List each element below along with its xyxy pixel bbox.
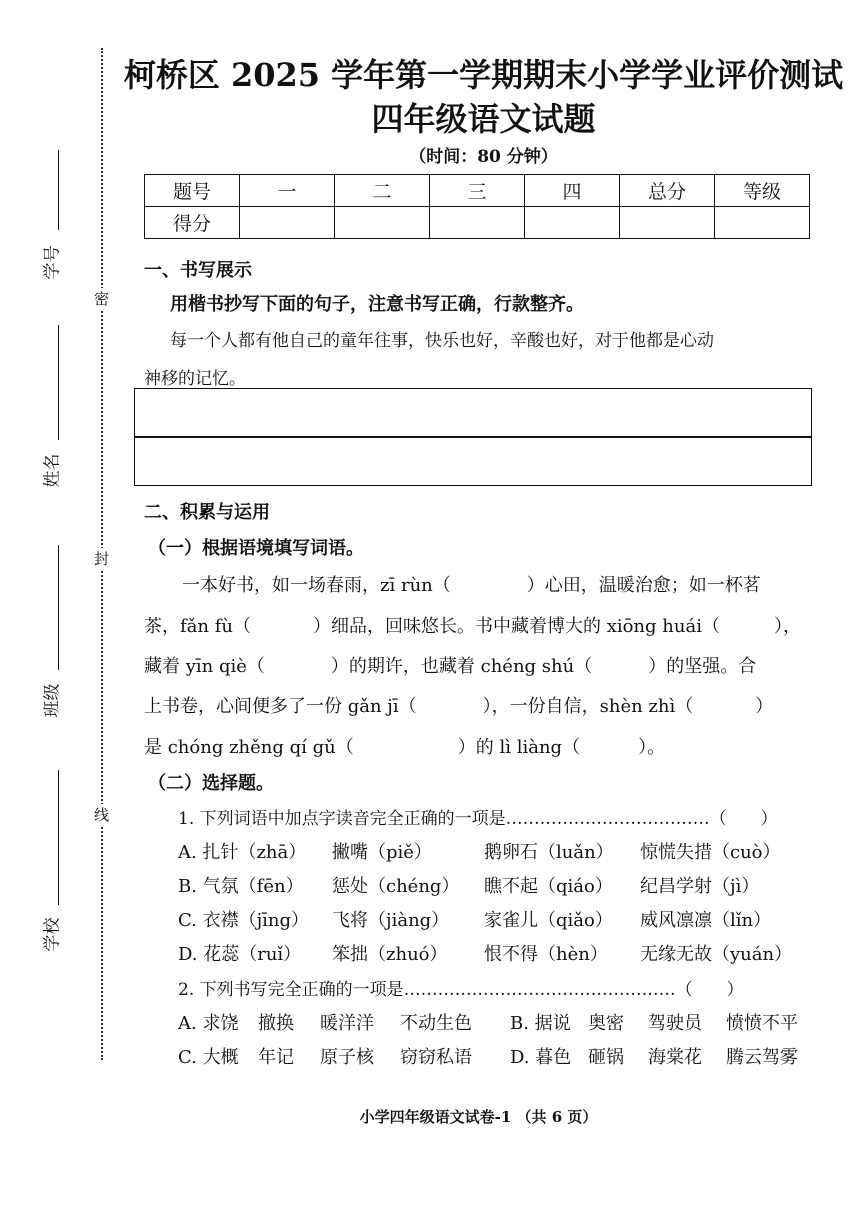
- exam-title: 柯桥区 2025 学年第一学期期末小学学业评价测试: [123, 56, 844, 94]
- fill-blank-line-2: [144, 612, 801, 638]
- q2-option-a[interactable]: A. 求饶: [178, 1013, 239, 1034]
- q2-option-b[interactable]: B. 据说: [510, 1013, 571, 1034]
- fill-text: 是 chóng zhěng qí gǔ（: [144, 737, 354, 758]
- fold-mark-line: 线: [94, 806, 110, 824]
- fill-blank-line-4: [144, 692, 773, 718]
- q1-option-c-word: 家雀儿（qiǎo）: [484, 910, 613, 931]
- question1-stem: 1. 下列词语中加点字读音完全正确的一项是………………………………（ ）: [178, 809, 778, 829]
- score-cell[interactable]: [620, 207, 715, 239]
- score-cell[interactable]: [430, 207, 525, 239]
- name-label: 姓名: [42, 453, 63, 488]
- q2-option-word: 不动生色: [400, 1013, 472, 1034]
- q2-option-word: 原子核: [320, 1047, 374, 1068]
- score-table: [144, 174, 810, 239]
- q1-option-d-word: 笨拙（zhuó）: [332, 944, 448, 965]
- q1-option-a-word: 鹅卵石（luǎn）: [484, 842, 614, 863]
- score-header-cell: 总分: [620, 175, 715, 207]
- score-cell[interactable]: [240, 207, 335, 239]
- school-underline: [58, 770, 59, 905]
- score-header-cell: 三: [430, 175, 525, 207]
- name-underline: [58, 325, 59, 440]
- q2-option-word: 暖洋洋: [320, 1013, 374, 1034]
- fold-mark-seal: 密: [94, 290, 110, 308]
- q2-option-c[interactable]: C. 大概: [178, 1047, 239, 1068]
- q1-option-a-word: 惊慌失措（cuò）: [640, 842, 781, 863]
- score-cell[interactable]: [335, 207, 430, 239]
- q2-option-word: 撤换: [258, 1013, 294, 1034]
- q2-option-d[interactable]: D. 暮色: [510, 1047, 572, 1068]
- fill-text: ），: [773, 616, 801, 637]
- score-header-cell: 题号: [145, 175, 240, 207]
- page-footer: 小学四年级语文试卷-1 （共 6 页）: [359, 1108, 598, 1126]
- fill-text: ）心田，温暖治愈；如一杯茗: [526, 575, 761, 596]
- score-header-cell: 一: [240, 175, 335, 207]
- fill-text: 茶，fǎn fù（: [144, 616, 251, 637]
- q1-option-c-word: 飞将（jiàng）: [332, 910, 450, 931]
- fill-text: 一本好书，如一场春雨，zī rùn（: [182, 575, 451, 596]
- fold-mark-close: 封: [94, 550, 110, 568]
- fill-text: 藏着 yīn qiè（: [144, 656, 265, 677]
- section1-instruction: 用楷书抄写下面的句子，注意书写正确，行款整齐。: [170, 294, 584, 315]
- score-row-label: 得分: [145, 207, 240, 239]
- fill-text: 上书卷，心间便多了一份 gǎn jī（: [144, 696, 417, 717]
- q2-option-word: 腾云驾雾: [726, 1047, 798, 1068]
- part1-heading: （一）根据语境填写词语。: [148, 538, 364, 559]
- q1-option-b-word: 瞧不起（qiáo）: [484, 876, 613, 897]
- writing-box-line2[interactable]: [134, 437, 812, 486]
- score-table-header-row: [145, 175, 810, 207]
- student-id-label: 学号: [42, 245, 63, 280]
- q1-option-b-word: 惩处（chéng）: [332, 876, 460, 897]
- question2-stem: 2. 下列书写完全正确的一项是…………………………………………（ ）: [178, 980, 744, 1000]
- q1-option-b-word[interactable]: B. 气氛（fēn）: [178, 876, 304, 897]
- score-header-cell: 等级: [715, 175, 810, 207]
- score-table-score-row: [145, 207, 810, 239]
- exam-time: （时间：80 分钟）: [409, 147, 558, 167]
- part2-heading: （二）选择题。: [148, 773, 274, 794]
- class-label: 班级: [42, 683, 63, 718]
- fill-text: ）细品，回味悠长。书中藏着博大的 xiōng huái（: [312, 616, 720, 637]
- q2-option-word: 驾驶员: [648, 1013, 702, 1034]
- q2-option-word: 砸锅: [588, 1047, 624, 1068]
- school-label: 学校: [42, 917, 63, 952]
- fill-text: ）的 lì liàng（: [457, 737, 581, 758]
- q1-option-c-word: 威风凛凛（lǐn）: [640, 910, 772, 931]
- score-cell[interactable]: [525, 207, 620, 239]
- q1-option-c-word[interactable]: C. 衣襟（jīng）: [178, 910, 310, 931]
- q2-option-word: 奥密: [588, 1013, 624, 1034]
- score-header-cell: 四: [525, 175, 620, 207]
- section1-sentence-line2: 神移的记忆。: [144, 369, 246, 389]
- section2-heading: 二、积累与运用: [144, 502, 270, 523]
- q1-option-a-word: 撇嘴（piě）: [332, 842, 432, 863]
- fill-text: ），一份自信，shèn zhì（: [482, 696, 694, 717]
- score-header-cell: 二: [335, 175, 430, 207]
- writing-box-line1[interactable]: [134, 388, 812, 437]
- section1-sentence-line1: 每一个人都有他自己的童年往事，快乐也好，辛酸也好，对于他都是心动: [170, 331, 714, 351]
- exam-subtitle: 四年级语文试题: [371, 100, 596, 138]
- q1-option-d-word: 恨不得（hèn）: [484, 944, 608, 965]
- fill-text: ）的坚强。合: [648, 656, 757, 677]
- fill-blank-line-1: [182, 571, 761, 597]
- fill-blank-line-3: [144, 652, 756, 678]
- q2-option-word: 海棠花: [648, 1047, 702, 1068]
- fill-blank-line-5: [144, 733, 665, 759]
- fill-text: ）的期许，也藏着 chéng shú（: [330, 656, 593, 677]
- q2-option-word: 愤愤不平: [726, 1013, 798, 1034]
- score-cell[interactable]: [715, 207, 810, 239]
- q1-option-b-word: 纪昌学射（jì）: [640, 876, 760, 897]
- q1-option-a-word[interactable]: A. 扎针（zhā）: [178, 842, 307, 863]
- section1-heading: 一、书写展示: [144, 260, 252, 281]
- q2-option-word: 窃窃私语: [400, 1047, 472, 1068]
- q2-option-word: 年记: [258, 1047, 294, 1068]
- fill-text: ）。: [638, 737, 666, 758]
- q1-option-d-word: 无缘无故（yuán）: [640, 944, 793, 965]
- q1-option-d-word[interactable]: D. 花蕊（ruǐ）: [178, 944, 302, 965]
- class-underline: [58, 545, 59, 670]
- fill-text: ）: [755, 696, 774, 717]
